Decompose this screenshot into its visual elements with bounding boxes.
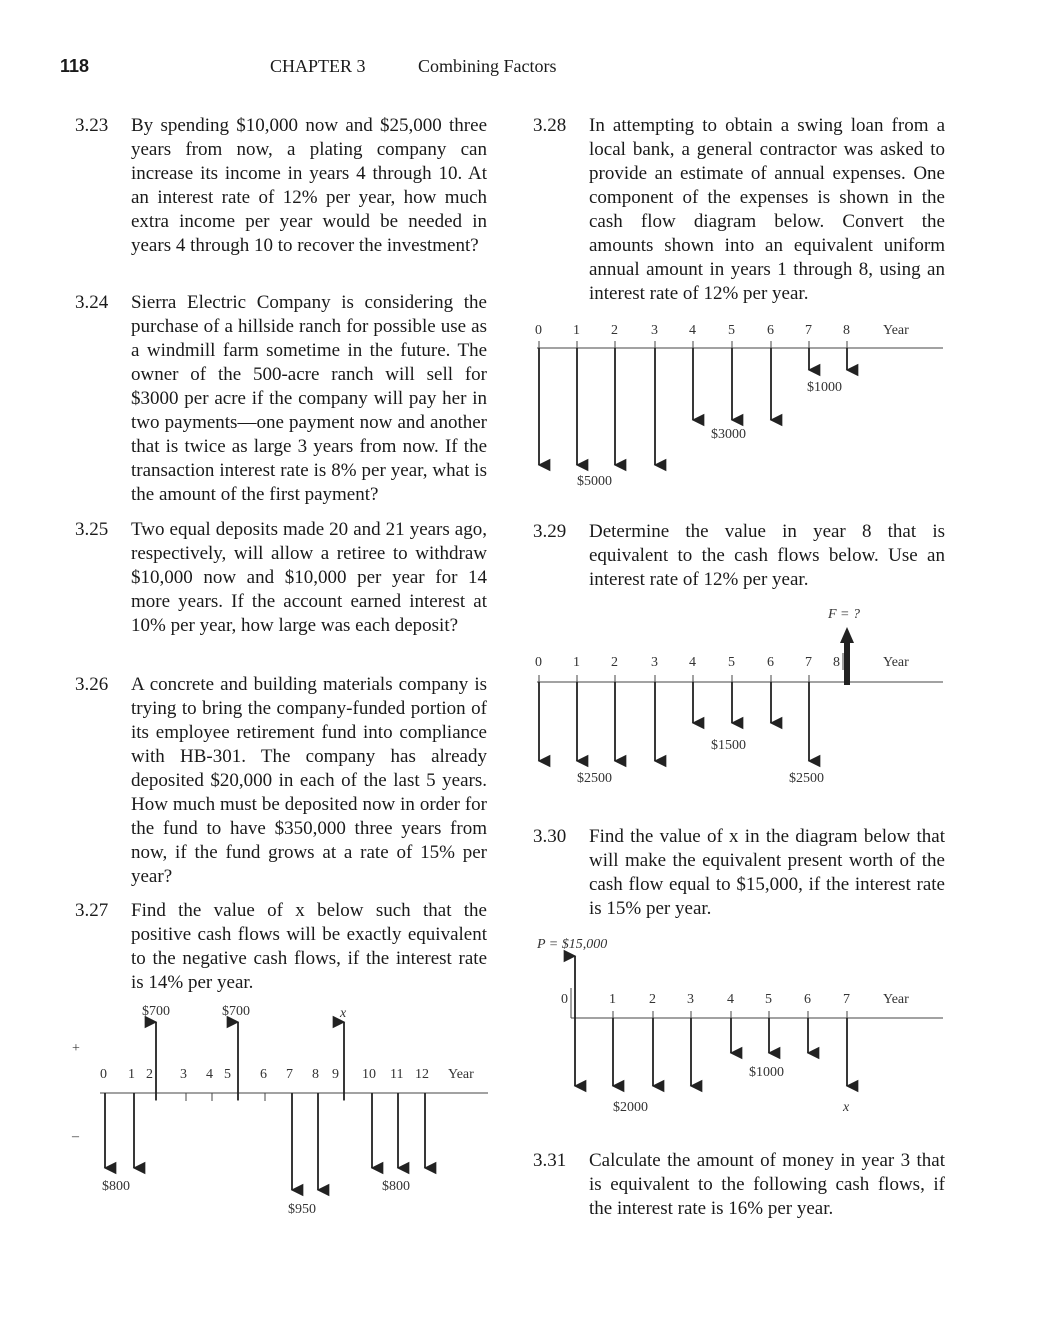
tick-label: 4 — [206, 1067, 213, 1082]
amount-label: $700 — [222, 1004, 250, 1019]
amount-label: $800 — [382, 1179, 410, 1194]
problem-text: Calculate the amount of money in year 3 that is equivalent to the following cash flows, if the interest rate is 16% per year. — [589, 1150, 945, 1219]
tick-label: 7 — [286, 1067, 293, 1082]
tick-label: 4 — [727, 992, 734, 1007]
plus-sign: + — [72, 1041, 80, 1056]
tick-labels — [535, 655, 909, 670]
tick-label: 8 — [312, 1067, 319, 1082]
amount-label: x — [843, 1100, 850, 1115]
cash-flow-diagram-3-30 — [525, 928, 950, 1123]
tick-label: 3 — [651, 655, 658, 670]
chapter-title: Combining Factors — [418, 56, 557, 76]
future-value-label: F = ? — [828, 607, 860, 622]
amount-label: $3000 — [711, 427, 746, 442]
tick-marks — [105, 1093, 425, 1101]
problem-number: 3.30 — [533, 826, 567, 847]
amount-label: $1000 — [807, 380, 842, 395]
tick-label: 2 — [611, 655, 618, 670]
tick-label: 0 — [535, 655, 542, 670]
problem-text: In attempting to obtain a swing loan from a local bank, a general contractor was asked to provide an estimate of annual expenses. One component of the expenses is shown in the cash flow diagram below. Convert the amounts shown into an equivalent uniform annual amount in years 1 through 8, using an interest rate of 12% per year. — [589, 115, 945, 304]
problem-text: Sierra Electric Company is considering the purchase of a hillside ranch for possible use as a windmill farm sometime in the future. The owner of the 500-acre ranch will sell for $3000 per acre if the company will pay her in two payments—one payment now and another that is twice as large 3 years from now. If the transaction interest rate is 8% per year, what is the amount of the first payment? — [131, 292, 487, 505]
tick-marks — [539, 675, 809, 682]
tick-label: 1 — [609, 992, 616, 1007]
cash-flow-arrows — [539, 682, 809, 761]
cash-flow-arrows — [105, 1022, 425, 1190]
tick-label: 5 — [728, 323, 735, 338]
year-label: Year — [883, 655, 909, 670]
page-number: 118 — [60, 56, 90, 76]
year-label: Year — [448, 1067, 474, 1082]
year-label: Year — [883, 323, 909, 338]
amount-label: $950 — [288, 1202, 316, 1217]
tick-label: 7 — [805, 655, 812, 670]
tick-label: 6 — [804, 992, 811, 1007]
amount-label: $2000 — [613, 1100, 648, 1115]
tick-labels — [561, 992, 909, 1007]
problem-number: 3.31 — [533, 1150, 567, 1171]
tick-label: 0 — [535, 323, 542, 338]
tick-marks — [613, 1011, 847, 1018]
problem-text: By spending $10,000 now and $25,000 three years from now, a plating company can increase its income in years 4 through 10. At an interest rate of 12% per year, how much extra income per year would be needed in years 4 through 10 to recover the investment? — [131, 115, 487, 256]
problem-number: 3.25 — [75, 519, 109, 540]
tick-label: 6 — [767, 323, 774, 338]
tick-label: 4 — [689, 323, 696, 338]
tick-label: 6 — [260, 1067, 267, 1082]
amount-label: $1000 — [749, 1065, 784, 1080]
tick-label: 7 — [805, 323, 812, 338]
problem-number: 3.28 — [533, 115, 567, 136]
tick-label: 5 — [765, 992, 772, 1007]
problem-number: 3.26 — [75, 674, 109, 695]
tick-label: 7 — [843, 992, 850, 1007]
tick-label: 11 — [390, 1067, 404, 1082]
tick-label: 1 — [573, 655, 580, 670]
tick-label: 8 — [833, 655, 840, 670]
problem-text: Find the value of x in the diagram below that will make the equivalent present worth of the cash flow equal to $15,000, if the interest rate is 15% per year. — [589, 826, 945, 919]
problem-number: 3.27 — [75, 900, 109, 921]
problem-text: A concrete and building materials company is trying to bring the company-funded portion of its employee retirement fund into compliance with HB-301. The company has already deposited $20,000 in each of the last 5 years. How much must be deposited now in order for the fund to have $350,000 three years from now, if the fund grows at a rate of 15% per year? — [131, 674, 487, 887]
tick-label: 9 — [332, 1067, 339, 1082]
year-label: Year — [883, 992, 909, 1007]
cash-flow-arrows — [575, 956, 847, 1086]
problem-number: 3.29 — [533, 521, 567, 542]
amount-label: $5000 — [577, 474, 612, 489]
present-value-label: P = $15,000 — [537, 937, 608, 952]
tick-label: 1 — [128, 1067, 135, 1082]
tick-label: 4 — [689, 655, 696, 670]
tick-label: 5 — [224, 1067, 231, 1082]
cash-flow-diagram-3-27 — [60, 1000, 500, 1220]
problem-text: Determine the value in year 8 that is equivalent to the cash flows below. Use an interest rate of 12% per year. — [589, 521, 945, 590]
page-header — [0, 52, 1050, 82]
problem-number: 3.24 — [75, 292, 109, 313]
minus-sign: – — [72, 1129, 79, 1144]
amount-label: $800 — [102, 1179, 130, 1194]
tick-label: 8 — [843, 323, 850, 338]
tick-label: 0 — [100, 1067, 107, 1082]
problem-text: Find the value of x below such that the positive cash flows will be exactly equivalent to the negative cash flows, if the interest rate is 14% per year. — [131, 900, 487, 993]
amount-label: $700 — [142, 1004, 170, 1019]
amount-label: $2500 — [577, 771, 612, 786]
amount-label: x — [340, 1006, 347, 1021]
tick-label: 3 — [180, 1067, 187, 1082]
problem-number: 3.23 — [75, 115, 109, 136]
chapter-label: CHAPTER 3 — [270, 56, 366, 76]
tick-label: 3 — [651, 323, 658, 338]
tick-label: 2 — [146, 1067, 153, 1082]
tick-label: 2 — [611, 323, 618, 338]
tick-label: 2 — [649, 992, 656, 1007]
cash-flow-diagram-3-29 — [525, 603, 950, 793]
cash-flow-arrows — [539, 348, 847, 465]
tick-label: 3 — [687, 992, 694, 1007]
tick-marks — [539, 341, 847, 348]
amount-label: $1500 — [711, 738, 746, 753]
tick-label: 10 — [362, 1067, 376, 1082]
future-value-arrow — [840, 627, 854, 685]
amount-label: $2500 — [789, 771, 824, 786]
tick-label: 6 — [767, 655, 774, 670]
tick-labels — [535, 323, 909, 338]
tick-label: 0 — [561, 992, 568, 1007]
tick-label: 1 — [573, 323, 580, 338]
tick-label: 5 — [728, 655, 735, 670]
tick-label: 12 — [415, 1067, 429, 1082]
problem-text: Two equal deposits made 20 and 21 years ago, respectively, will allow a retiree to withdraw $10,000 now and $10,000 per year for 14 more years. If the account earned interest at 10% per year, how large was each deposit? — [131, 519, 487, 636]
cash-flow-diagram-3-28 — [525, 315, 950, 495]
